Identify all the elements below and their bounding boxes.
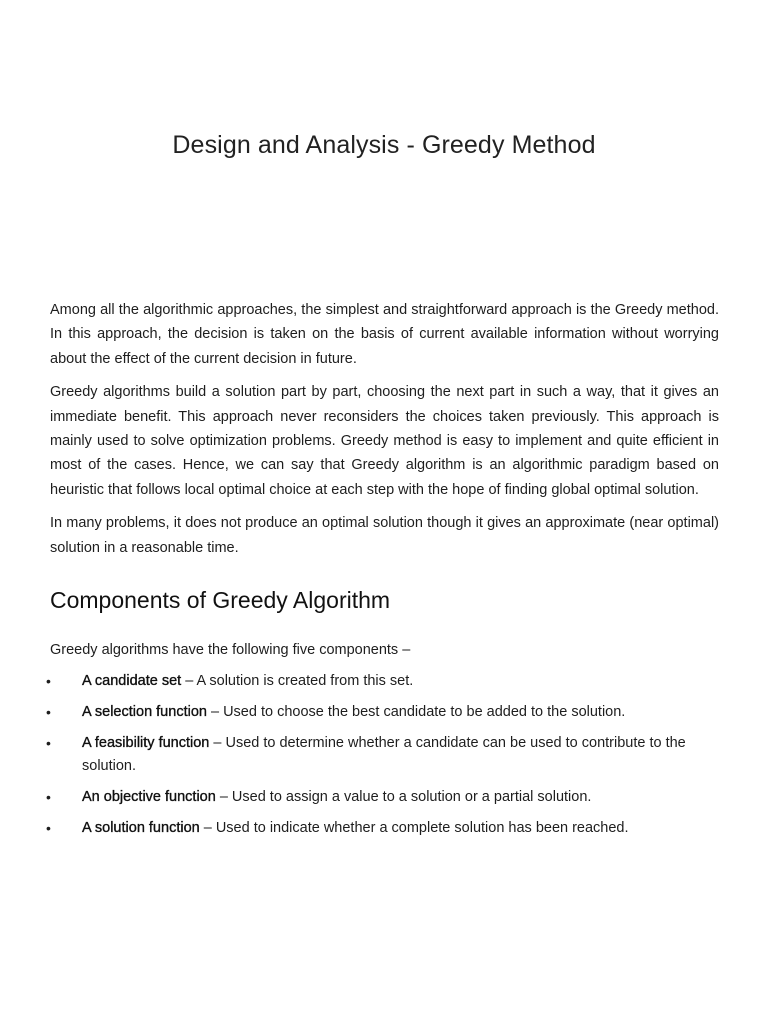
bullet-icon: • bbox=[46, 704, 51, 721]
section-heading: Components of Greedy Algorithm bbox=[50, 587, 391, 614]
component-description: – Used to indicate whether a complete solution has been reached. bbox=[199, 820, 629, 837]
component-term: A selection function bbox=[82, 704, 207, 721]
paragraph-description: Greedy algorithms build a solution part by part, choosing the next part in such a way, that it gives an immediate benefit. This approach never reconsiders the choices taken previously. This approach is mainly used to solve optimization problems. Greedy method is easy to implement and quite efficient in most of the cases. Hence, we can say that Greedy algorithm is an algorithmic paradigm based on heuristic that follows local optimal choice at each step with the hope of finding global optimal solution. bbox=[50, 384, 719, 498]
list-item bbox=[46, 701, 719, 724]
page-title: Design and Analysis - Greedy Method bbox=[172, 131, 596, 159]
component-description: – Used to assign a value to a solution or a partial solution. bbox=[215, 789, 592, 806]
component-description: – Used to choose the best candidate to be added to the solution. bbox=[206, 704, 626, 721]
component-term: A candidate set bbox=[82, 673, 182, 690]
list-item bbox=[46, 732, 719, 778]
component-description: – A solution is created from this set. bbox=[181, 673, 414, 690]
list-item bbox=[46, 786, 719, 809]
bullet-icon: • bbox=[46, 789, 51, 806]
component-term: A solution function bbox=[82, 820, 200, 837]
component-term: A feasibility function bbox=[82, 735, 210, 752]
bullet-icon: • bbox=[46, 673, 51, 690]
paragraph-intro: Among all the algorithmic approaches, the simplest and straightforward approach is the Greedy method. In this approach, the decision is taken on the basis of current available information without worrying about the effect of the current decision in future. bbox=[50, 302, 719, 367]
list-item bbox=[46, 817, 719, 840]
component-description: – Used to determine whether a candidate can be used to contribute to the solution. bbox=[82, 735, 686, 775]
bullet-icon: • bbox=[46, 735, 51, 752]
components-list bbox=[46, 670, 719, 840]
section-intro: Greedy algorithms have the following five components – bbox=[50, 642, 411, 659]
article-body bbox=[46, 298, 719, 848]
paragraph-note: In many problems, it does not produce an optimal solution though it gives an approximate (near optimal) solution in a reasonable time. bbox=[50, 515, 719, 556]
bullet-icon: • bbox=[46, 820, 51, 837]
component-term: An objective function bbox=[82, 789, 216, 806]
list-item bbox=[46, 670, 719, 693]
